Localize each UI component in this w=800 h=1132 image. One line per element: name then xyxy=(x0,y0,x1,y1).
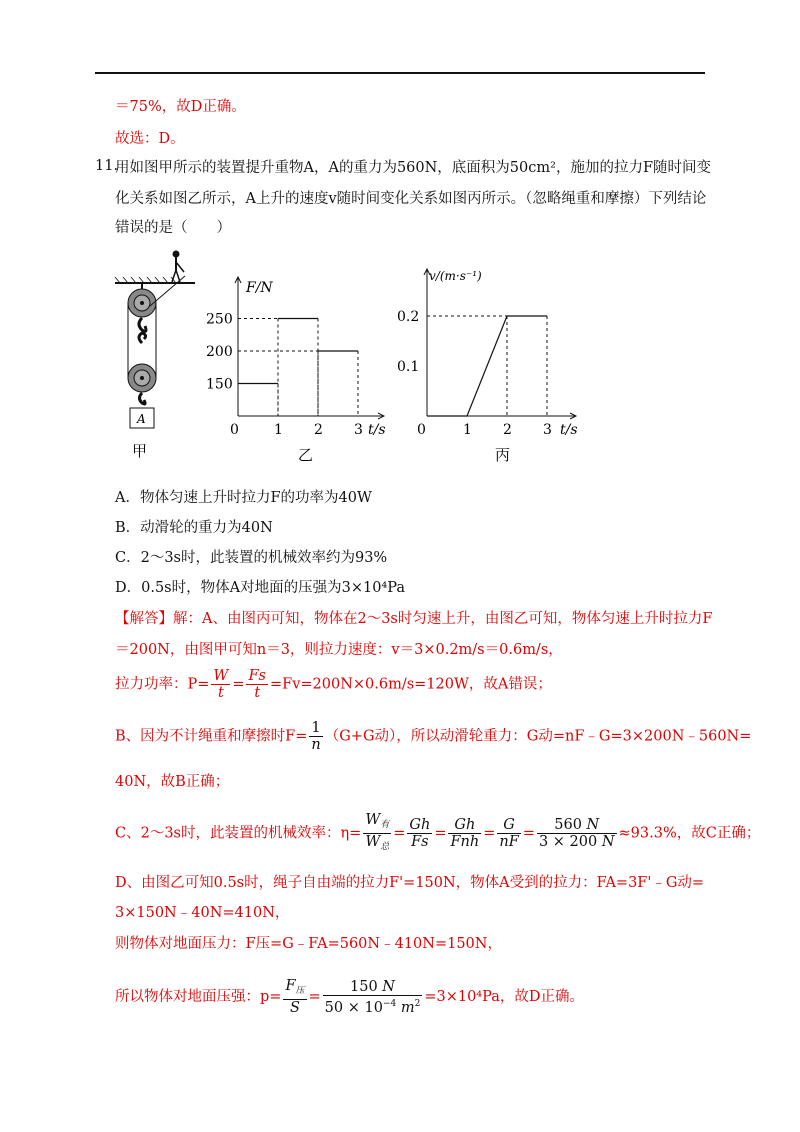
option-c: C．2～3s时，此装置的机械效率约为93% xyxy=(115,550,388,566)
solution-d-line-2: 3×150N﹣40N=410N， xyxy=(115,905,290,921)
caption-yi: 乙 xyxy=(298,446,314,464)
solution-power-line: 拉力功率：P= $\frac{W}{t}$ = $\frac{Fs}{t}$ =Fv=200N×0.6m/s=120W，故A错误； xyxy=(115,668,552,701)
question-number: 11. xyxy=(95,158,119,174)
solution-line-1: 【解答】解：A、由图丙可知，物体在2～3s时匀速上升，由图乙可知，物体匀速上升时拉力F xyxy=(115,611,713,627)
origin-label: 0 xyxy=(417,422,426,438)
y-tick-label: 150 xyxy=(206,376,233,393)
figure-bing-chart xyxy=(397,248,590,468)
velocity-line xyxy=(427,316,547,416)
figure-yi-chart xyxy=(206,248,398,468)
y-tick-label: 0.1 xyxy=(397,359,420,375)
block-a-label: A xyxy=(137,412,146,426)
x-tick-label: 2 xyxy=(503,422,512,438)
solution-line-2: ＝200N，由图甲可知n＝3，则拉力速度：v＝3×0.2m/s＝0.6m/s， xyxy=(115,642,563,658)
y-tick-label: 250 xyxy=(206,311,233,328)
y-axis-label: F/N xyxy=(246,280,273,296)
question-line-2: 化关系如图乙所示，A上升的速度v随时间变化关系如图丙所示。（忽略绳重和摩擦）下列结论 xyxy=(115,191,707,207)
y-tick-label: 200 xyxy=(206,344,233,360)
figure-jia-pulley xyxy=(110,248,200,468)
x-tick-label: 2 xyxy=(314,422,323,438)
y-axis-label: v/(m·s⁻¹) xyxy=(429,269,482,283)
option-b: B．动滑轮的重力为40N xyxy=(115,520,273,536)
question-line-1: 用如图甲所示的装置提升重物A，A的重力为560N，底面积为50cm²，施加的拉力F随时间变 xyxy=(115,160,711,176)
origin-label: 0 xyxy=(230,422,239,438)
solution-head: 【解答】 xyxy=(115,611,173,627)
solution-d-pressure-line: 所以物体对地面压强：p= $\frac{F_压}{S}$ = $\frac{150 N}{50 \times 10^{-4} m^2}$ =3×10⁴Pa，故D正确。 xyxy=(115,978,584,1016)
solution-b-line-2: 40N，故B正确； xyxy=(115,774,230,790)
prev-answer-line: ＝75%，故D正确。 xyxy=(115,99,246,115)
caption-bing: 丙 xyxy=(495,446,511,464)
x-tick-label: 1 xyxy=(463,422,472,438)
question-line-3: 错误的是（ ） xyxy=(115,220,231,236)
option-a: A．物体匀速上升时拉力F的功率为40W xyxy=(115,490,372,506)
header-rule xyxy=(95,72,705,74)
x-axis-label: t/s xyxy=(368,422,386,438)
x-axis-label: t/s xyxy=(560,422,578,438)
solution-d-line-3: 则物体对地面压力：F压=G﹣FA=560N﹣410N=150N， xyxy=(115,936,502,952)
x-tick-label: 3 xyxy=(354,422,363,438)
prev-choice-line: 故选：D。 xyxy=(115,131,185,147)
caption-jia: 甲 xyxy=(132,442,148,460)
solution-b-line: B、因为不计绳重和摩擦时F= $\frac{1}{n}$ （G+G动），所以动滑轮重力：G动=nF﹣G=3×200N﹣560N= xyxy=(115,720,752,753)
solution-d-line-1: D、由图乙可知0.5s时，绳子自由端的拉力F'=150N，物体A受到的拉力：FA=3F'﹣G动= xyxy=(115,875,705,891)
x-tick-label: 3 xyxy=(543,422,552,438)
option-d: D．0.5s时，物体A对地面的压强为3×10⁴Pa xyxy=(115,580,405,596)
y-tick-label: 0.2 xyxy=(397,309,420,325)
solution-c-line: C、2～3s时，此装置的机械效率：η= $\frac{W_有}{W_总}$ = $\frac{Gh}{Fs}$ = $\frac{Gh}{\text{Fnh}}$ = $\frac{G}{nF}$ = $\frac{560 N}{3 \times 200 N}$ ≈93.3%，故C正确； xyxy=(115,812,761,852)
x-tick-label: 1 xyxy=(274,422,283,438)
